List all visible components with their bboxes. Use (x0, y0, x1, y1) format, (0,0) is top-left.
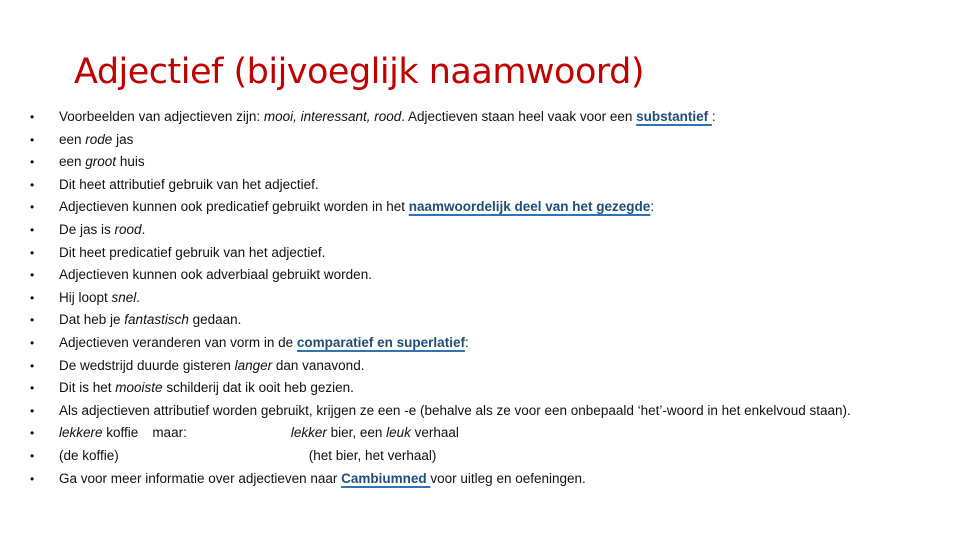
text: gedaan. (188, 312, 242, 328)
text: Als adjectieven attributief worden gebruikt, krijgen ze een -e (behalve als ze voor een onbepaald ‘het’-woord in het enkelvoud staan). (59, 402, 851, 418)
italic-text: lekker (290, 425, 327, 441)
list-item (30, 106, 851, 129)
italic-text: groot (85, 154, 117, 170)
text: verhaal (410, 425, 459, 441)
text: een (59, 131, 86, 147)
text: Adjectieven kunnen ook predicatief gebruikt worden in het (59, 199, 409, 215)
italic-text: langer (234, 357, 273, 373)
text: maar: (152, 425, 187, 441)
list-item (30, 468, 851, 491)
text: bier, een (326, 425, 387, 441)
text: : (711, 109, 716, 124)
text: Adjectieven veranderen van vorm in de (59, 334, 297, 350)
text: Dit heet attributief gebruik van het adjectief. (59, 176, 319, 192)
list-item (30, 264, 851, 287)
bullet-list (30, 106, 851, 490)
text: Dat heb je (59, 312, 125, 328)
list-item (30, 309, 851, 332)
list-item (30, 445, 851, 468)
text: . (141, 221, 146, 237)
text: Dit heet predicatief gebruik van het adjectief. (59, 244, 326, 260)
italic-text: mooiste (115, 380, 163, 396)
list-item (30, 377, 851, 400)
list-item (30, 287, 851, 310)
list-item (30, 332, 851, 355)
list-item (30, 196, 851, 219)
italic-text: snel (111, 289, 137, 305)
text: Dit is het (59, 380, 116, 396)
list-item (30, 219, 851, 242)
list-item (30, 400, 851, 423)
text: (het bier, het verhaal) (308, 447, 437, 463)
link-cambiumned[interactable]: Cambiumned (341, 470, 431, 486)
text: . Adjectieven staan heel vaak voor een (401, 109, 637, 124)
text: voor uitleg en oefeningen. (430, 470, 586, 486)
text: Hij loopt (59, 289, 112, 305)
italic-text: mooi, interessant, rood (263, 109, 402, 124)
text: een (59, 154, 86, 170)
list-item (30, 174, 851, 197)
italic-text: rode (85, 131, 113, 147)
page-title: Adjectief (bijvoeglijk naamwoord) (74, 52, 645, 92)
text: dan vanavond. (272, 357, 365, 373)
list-item (30, 151, 851, 174)
text: huis (116, 154, 145, 170)
italic-text: rood (114, 221, 142, 237)
text: : (464, 334, 469, 350)
italic-text: lekkere (59, 425, 103, 441)
list-item (30, 355, 851, 378)
text: (de koffie) (59, 447, 119, 463)
text: Ga voor meer informatie over adjectieven naar (59, 470, 342, 486)
text: koffie (102, 425, 139, 441)
italic-text: leuk (386, 425, 411, 441)
text: Voorbeelden van adjectieven zijn: (59, 109, 264, 124)
list-item (30, 422, 851, 445)
text: : (650, 199, 655, 215)
text: . (136, 289, 141, 305)
text: De jas is (59, 221, 115, 237)
text: De wedstrijd duurde gisteren (59, 357, 235, 373)
link-comparatief-superlatief[interactable]: comparatief en superlatief (296, 334, 465, 350)
text: schilderij dat ik ooit heb gezien. (162, 380, 354, 396)
link-naamwoordelijk-deel[interactable]: naamwoordelijk deel van het gezegde (408, 199, 651, 215)
text: jas (112, 131, 134, 147)
list-item (30, 242, 851, 265)
link-substantief[interactable]: substantief (636, 109, 712, 124)
list-item (30, 129, 851, 152)
text: Adjectieven kunnen ook adverbiaal gebruikt worden. (59, 267, 372, 283)
italic-text: fantastisch (124, 312, 189, 328)
